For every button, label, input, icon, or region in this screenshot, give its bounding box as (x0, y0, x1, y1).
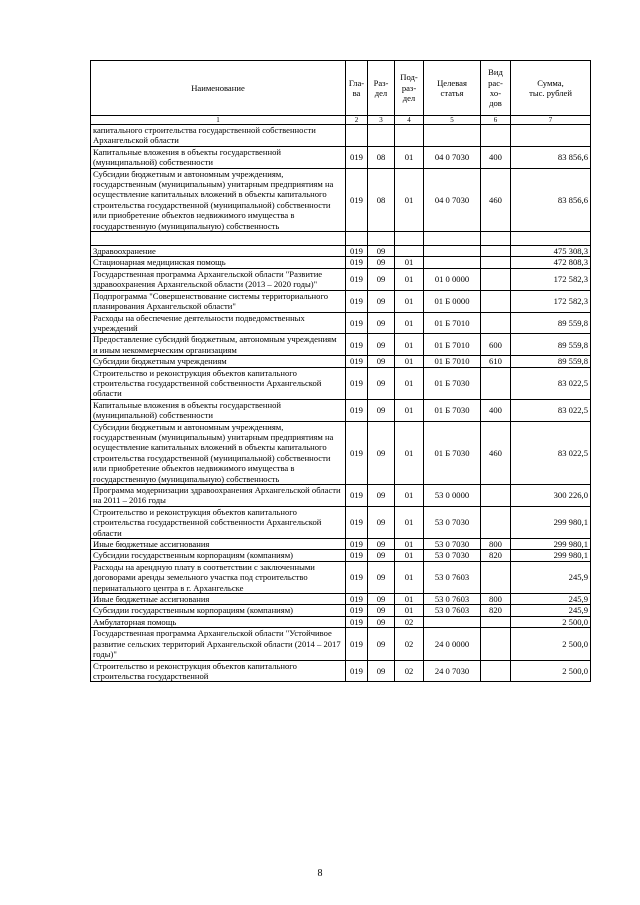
row-podrazdel (395, 232, 424, 246)
row-glava: 019 (346, 485, 368, 507)
row-glava: 019 (346, 660, 368, 682)
table-row (91, 125, 591, 147)
row-name: Иные бюджетные ассигнования (91, 594, 346, 605)
column-number: 3 (368, 116, 395, 125)
row-podrazdel: 01 (395, 312, 424, 334)
row-sum: 2 500,0 (511, 660, 591, 682)
row-razdel: 09 (368, 605, 395, 616)
row-name: Государственная программа Архангельской области "Устойчивое развитие сельских территорий Архангельской области (2014 – 2017 годы)" (91, 628, 346, 660)
row-podrazdel: 01 (395, 356, 424, 367)
row-name: Иные бюджетные ассигнования (91, 539, 346, 550)
row-glava: 019 (346, 594, 368, 605)
row-name: Государственная программа Архангельской области "Развитие здравоохранения Архангельской области (2013 – 2020 годы)" (91, 268, 346, 290)
row-razdel: 09 (368, 367, 395, 399)
row-podrazdel: 01 (395, 605, 424, 616)
column-number: 4 (395, 116, 424, 125)
row-glava: 019 (346, 356, 368, 367)
row-name: Стационарная медицинская помощь (91, 257, 346, 268)
row-name: Здравоохранение (91, 246, 346, 257)
row-vid (481, 367, 511, 399)
row-sum: 475 308,3 (511, 246, 591, 257)
row-article: 53 0 7603 (424, 561, 481, 593)
row-article (424, 257, 481, 268)
row-name: Субсидии бюджетным и автономным учреждениям, государственным (муниципальным) унитарным предприятиям на осуществление капитальных вложений в объекты капитального строительства государственной (муниципальной) собственности или приобретение объектов недвижимого имущества в государственную (муниципальную) собственность (91, 421, 346, 484)
row-podrazdel: 01 (395, 506, 424, 538)
row-razdel: 09 (368, 561, 395, 593)
row-vid (481, 660, 511, 682)
row-razdel: 09 (368, 485, 395, 507)
column-number: 5 (424, 116, 481, 125)
table-row (91, 399, 591, 421)
row-sum: 89 559,8 (511, 334, 591, 356)
table-row (91, 616, 591, 627)
row-article: 01 Б 7010 (424, 334, 481, 356)
row-sum (511, 125, 591, 147)
row-name: Программа модернизации здравоохранения Архангельской области на 2011 – 2016 годы (91, 485, 346, 507)
row-vid (481, 561, 511, 593)
row-name: Субсидии государственным корпорациям (компаниям) (91, 605, 346, 616)
row-razdel: 08 (368, 168, 395, 231)
column-number: 7 (511, 116, 591, 125)
table-row (91, 628, 591, 660)
row-glava: 019 (346, 246, 368, 257)
row-podrazdel: 02 (395, 660, 424, 682)
column-number: 1 (91, 116, 346, 125)
row-sum: 472 808,3 (511, 257, 591, 268)
table-row (91, 146, 591, 168)
table-row (91, 257, 591, 268)
row-razdel: 09 (368, 334, 395, 356)
row-vid (481, 268, 511, 290)
row-podrazdel (395, 125, 424, 147)
table-row (91, 367, 591, 399)
row-vid (481, 125, 511, 147)
row-razdel: 09 (368, 290, 395, 312)
row-razdel: 09 (368, 506, 395, 538)
row-podrazdel: 02 (395, 616, 424, 627)
row-podrazdel: 01 (395, 421, 424, 484)
table-header-row (91, 61, 591, 116)
row-sum: 299 980,1 (511, 506, 591, 538)
row-name: Предоставление субсидий бюджетным, автономным учреждениям и иным некоммерческим организациям (91, 334, 346, 356)
row-podrazdel: 01 (395, 550, 424, 561)
row-glava: 019 (346, 561, 368, 593)
row-podrazdel: 01 (395, 334, 424, 356)
row-article: 01 Б 7030 (424, 367, 481, 399)
row-sum: 2 500,0 (511, 628, 591, 660)
row-glava: 019 (346, 312, 368, 334)
row-glava: 019 (346, 506, 368, 538)
row-vid: 820 (481, 605, 511, 616)
row-article: 01 Б 7010 (424, 356, 481, 367)
table-row (91, 605, 591, 616)
row-article: 53 0 7030 (424, 506, 481, 538)
header-article: Целевая статья (424, 61, 481, 116)
header-sum: Сумма, тыс. рублей (511, 61, 591, 116)
row-article: 04 0 7030 (424, 146, 481, 168)
row-vid (481, 628, 511, 660)
row-sum: 83 022,5 (511, 421, 591, 484)
row-razdel: 09 (368, 246, 395, 257)
row-vid (481, 312, 511, 334)
row-razdel: 09 (368, 312, 395, 334)
row-vid (481, 232, 511, 246)
row-glava: 019 (346, 399, 368, 421)
row-name: Подпрограмма "Совершенствование системы территориального планирования Архангельской области" (91, 290, 346, 312)
row-sum: 299 980,1 (511, 539, 591, 550)
table-row (91, 421, 591, 484)
row-razdel: 09 (368, 421, 395, 484)
row-glava: 019 (346, 550, 368, 561)
row-name: Амбулаторная помощь (91, 616, 346, 627)
row-glava: 019 (346, 257, 368, 268)
row-glava: 019 (346, 268, 368, 290)
row-sum: 83 022,5 (511, 367, 591, 399)
row-razdel (368, 232, 395, 246)
row-podrazdel (395, 246, 424, 257)
row-sum (511, 232, 591, 246)
row-article: 53 0 7030 (424, 550, 481, 561)
row-vid (481, 485, 511, 507)
row-article: 24 0 0000 (424, 628, 481, 660)
row-podrazdel: 01 (395, 399, 424, 421)
row-glava: 019 (346, 539, 368, 550)
row-glava: 019 (346, 421, 368, 484)
row-vid: 610 (481, 356, 511, 367)
row-glava: 019 (346, 367, 368, 399)
row-sum: 83 022,5 (511, 399, 591, 421)
row-vid (481, 257, 511, 268)
header-vid: Вид рас- хо- дов (481, 61, 511, 116)
table-row (91, 232, 591, 246)
row-razdel: 09 (368, 616, 395, 627)
table-row (91, 506, 591, 538)
row-glava: 019 (346, 605, 368, 616)
row-razdel: 09 (368, 628, 395, 660)
column-number-row (91, 116, 591, 125)
row-name: Субсидии бюджетным и автономным учреждениям, государственным (муниципальным) унитарным предприятиям на осуществление капитальных вложений в объекты капитального строительства государственной (муниципальной) собственности или приобретение объектов недвижимого имущества в государственную (муниципальную) собственность (91, 168, 346, 231)
header-razdel: Раз- дел (368, 61, 395, 116)
row-vid (481, 246, 511, 257)
row-sum: 245,9 (511, 561, 591, 593)
row-razdel: 09 (368, 594, 395, 605)
row-sum: 83 856,6 (511, 168, 591, 231)
table-row (91, 660, 591, 682)
row-name: Расходы на арендную плату в соответствии с заключенными договорами аренды земельного участка под строительство перинатального центра в г. Архангельске (91, 561, 346, 593)
row-podrazdel: 01 (395, 561, 424, 593)
row-sum: 172 582,3 (511, 268, 591, 290)
row-glava: 019 (346, 168, 368, 231)
column-number: 2 (346, 116, 368, 125)
row-podrazdel: 01 (395, 594, 424, 605)
row-article: 53 0 7603 (424, 594, 481, 605)
row-name: Строительство и реконструкция объектов капитального строительства государственной собственности Архангельской области (91, 506, 346, 538)
row-vid (481, 506, 511, 538)
row-glava: 019 (346, 616, 368, 627)
row-name: капитального строительства государственной собственности Архангельской области (91, 125, 346, 147)
row-name: Строительство и реконструкция объектов капитального строительства государственной собственности Архангельской области (91, 367, 346, 399)
row-podrazdel: 01 (395, 257, 424, 268)
row-vid (481, 290, 511, 312)
row-vid: 820 (481, 550, 511, 561)
row-glava: 019 (346, 290, 368, 312)
table-row (91, 539, 591, 550)
table-row (91, 268, 591, 290)
row-razdel: 09 (368, 257, 395, 268)
row-razdel: 09 (368, 356, 395, 367)
row-razdel: 09 (368, 539, 395, 550)
row-name: Строительство и реконструкция объектов капитального строительства государственной (91, 660, 346, 682)
row-podrazdel: 01 (395, 146, 424, 168)
row-glava: 019 (346, 146, 368, 168)
row-vid: 800 (481, 539, 511, 550)
row-article (424, 246, 481, 257)
row-glava: 019 (346, 334, 368, 356)
table-row (91, 290, 591, 312)
row-podrazdel: 01 (395, 485, 424, 507)
row-razdel (368, 125, 395, 147)
row-podrazdel: 01 (395, 268, 424, 290)
row-glava (346, 125, 368, 147)
row-article (424, 616, 481, 627)
row-razdel: 08 (368, 146, 395, 168)
row-name: Капитальные вложения в объекты государственной (муниципальной) собственности (91, 399, 346, 421)
budget-table (90, 60, 591, 682)
row-glava: 019 (346, 628, 368, 660)
row-podrazdel: 02 (395, 628, 424, 660)
table-row (91, 246, 591, 257)
header-glava: Гла- ва (346, 61, 368, 116)
row-razdel: 09 (368, 660, 395, 682)
row-name: Субсидии государственным корпорациям (компаниям) (91, 550, 346, 561)
row-article: 01 Б 7030 (424, 399, 481, 421)
row-glava (346, 232, 368, 246)
table-row (91, 594, 591, 605)
row-vid (481, 616, 511, 627)
row-podrazdel: 01 (395, 367, 424, 399)
table-row (91, 561, 591, 593)
row-article: 53 0 7030 (424, 539, 481, 550)
table-row (91, 356, 591, 367)
row-article (424, 232, 481, 246)
row-sum: 245,9 (511, 594, 591, 605)
row-name: Расходы на обеспечение деятельности подведомственных учреждений (91, 312, 346, 334)
row-razdel: 09 (368, 268, 395, 290)
row-sum: 245,9 (511, 605, 591, 616)
row-vid: 460 (481, 421, 511, 484)
row-article: 53 0 0000 (424, 485, 481, 507)
row-sum: 89 559,8 (511, 312, 591, 334)
row-vid: 400 (481, 399, 511, 421)
row-razdel: 09 (368, 550, 395, 561)
page-number: 8 (317, 868, 323, 879)
row-article (424, 125, 481, 147)
row-name: Капитальные вложения в объекты государственной (муниципальной) собственности (91, 146, 346, 168)
row-sum: 299 980,1 (511, 550, 591, 561)
row-vid: 400 (481, 146, 511, 168)
row-article: 04 0 7030 (424, 168, 481, 231)
table-body (91, 125, 591, 682)
header-podrazdel: Под- раз- дел (395, 61, 424, 116)
row-article: 01 Б 7010 (424, 312, 481, 334)
row-article: 24 0 7030 (424, 660, 481, 682)
column-number: 6 (481, 116, 511, 125)
row-article: 53 0 7603 (424, 605, 481, 616)
row-podrazdel: 01 (395, 539, 424, 550)
row-vid: 460 (481, 168, 511, 231)
row-name (91, 232, 346, 246)
row-article: 01 Б 7030 (424, 421, 481, 484)
row-sum: 83 856,6 (511, 146, 591, 168)
row-sum: 2 500,0 (511, 616, 591, 627)
row-podrazdel: 01 (395, 168, 424, 231)
row-sum: 300 226,0 (511, 485, 591, 507)
header-name: Наименование (91, 61, 346, 116)
table-row (91, 334, 591, 356)
row-vid: 600 (481, 334, 511, 356)
row-sum: 89 559,8 (511, 356, 591, 367)
row-sum: 172 582,3 (511, 290, 591, 312)
row-vid: 800 (481, 594, 511, 605)
table-row (91, 485, 591, 507)
row-name: Субсидии бюджетным учреждениям (91, 356, 346, 367)
row-article: 01 Б 0000 (424, 290, 481, 312)
row-article: 01 0 0000 (424, 268, 481, 290)
table-row (91, 168, 591, 231)
table-row (91, 550, 591, 561)
table-row (91, 312, 591, 334)
row-podrazdel: 01 (395, 290, 424, 312)
row-razdel: 09 (368, 399, 395, 421)
